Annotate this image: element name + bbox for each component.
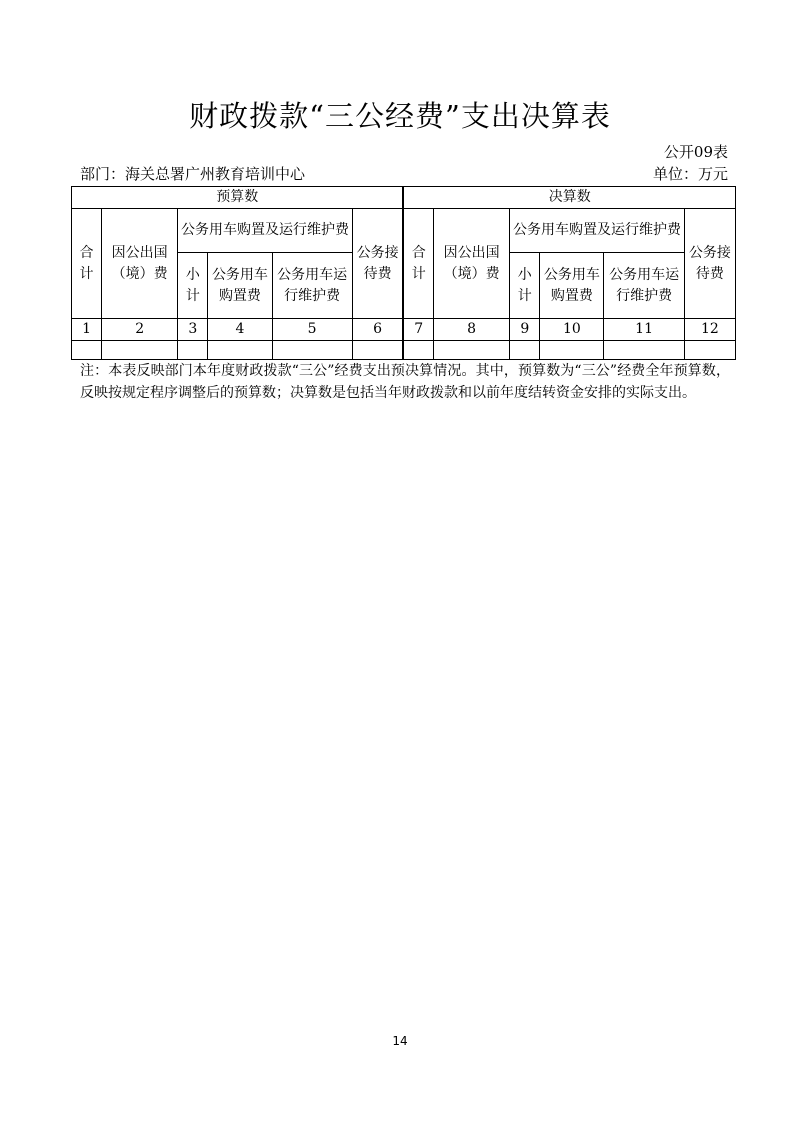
- budget-vehicle-purchase-header: 公务用车购置费: [208, 253, 272, 319]
- column-number: 11: [604, 319, 684, 341]
- data-cell: [510, 341, 540, 360]
- budget-abroad-header: 因公出国（境）费: [102, 209, 178, 319]
- page-number: 14: [392, 1034, 408, 1048]
- data-cell: [540, 341, 604, 360]
- budget-total-header: 合计: [72, 209, 102, 319]
- column-number: 1: [72, 319, 102, 341]
- column-number-row: [72, 319, 736, 341]
- final-abroad-header: 因公出国（境）费: [434, 209, 510, 319]
- column-number: 3: [178, 319, 208, 341]
- budget-header: 预算数: [72, 187, 404, 209]
- budget-reception-header: 公务接待费: [352, 209, 403, 319]
- data-cell: [604, 341, 684, 360]
- final-vehicle-group-header: 公务用车购置及运行维护费: [510, 209, 684, 253]
- data-cell: [208, 341, 272, 360]
- final-reception-header: 公务接待费: [684, 209, 735, 319]
- data-cell: [272, 341, 352, 360]
- budget-vehicle-operation-header: 公务用车运行维护费: [272, 253, 352, 319]
- final-header: 决算数: [403, 187, 735, 209]
- column-number: 8: [434, 319, 510, 341]
- column-number: 7: [403, 319, 433, 341]
- data-cell: [102, 341, 178, 360]
- column-number: 10: [540, 319, 604, 341]
- form-number: 公开09表: [663, 143, 728, 161]
- data-cell: [352, 341, 403, 360]
- budget-vehicle-group-header: 公务用车购置及运行维护费: [178, 209, 352, 253]
- department-label: 部门：海关总署广州教育培训中心: [80, 165, 306, 183]
- page-title: 财政拨款“三公经费”支出决算表: [189, 99, 611, 133]
- final-total-header: 合计: [403, 209, 433, 319]
- column-number: 12: [684, 319, 735, 341]
- column-number: 2: [102, 319, 178, 341]
- data-cell: [684, 341, 735, 360]
- column-number: 9: [510, 319, 540, 341]
- data-cell: [434, 341, 510, 360]
- table-note: 注：本表反映部门本年度财政拨款“三公”经费支出预决算情况。其中，预算数为“三公”经费全年预算数，反映按规定程序调整后的预算数；决算数是包括当年财政拨款和以前年度结转资金安排的实际支出。: [80, 363, 730, 401]
- column-number: 5: [272, 319, 352, 341]
- unit-label: 单位：万元: [652, 165, 728, 183]
- data-cell: [178, 341, 208, 360]
- expenditure-table: [71, 186, 736, 360]
- column-number: 6: [352, 319, 403, 341]
- data-row: [72, 341, 736, 360]
- final-subtotal-header: 小计: [510, 253, 540, 319]
- data-cell: [403, 341, 433, 360]
- column-number: 4: [208, 319, 272, 341]
- budget-subtotal-header: 小计: [178, 253, 208, 319]
- data-cell: [72, 341, 102, 360]
- final-vehicle-purchase-header: 公务用车购置费: [540, 253, 604, 319]
- final-vehicle-operation-header: 公务用车运行维护费: [604, 253, 684, 319]
